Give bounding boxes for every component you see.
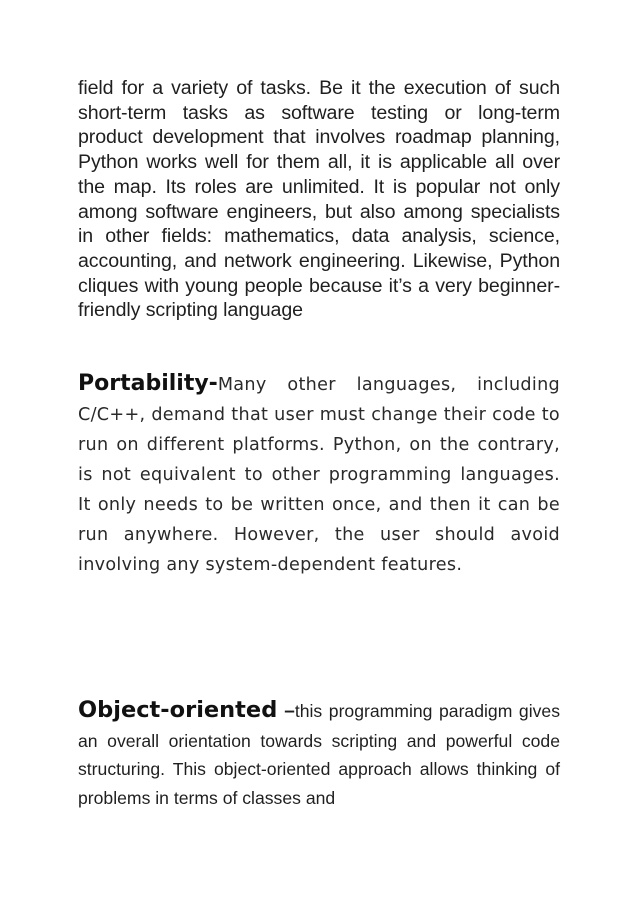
object-oriented-text: this programming paradigm gives an overall orientation towards scripting and powerful code structuring. This object-oriented approach allows thinking of problems in terms of classes and bbox=[78, 701, 560, 809]
portability-heading: Portability- bbox=[78, 371, 218, 396]
heading-dash: – bbox=[277, 701, 295, 722]
portability-paragraph bbox=[78, 369, 560, 580]
intro-paragraph: field for a variety of tasks. Be it the execution of such short-term tasks as software testing or long-term product development that involves roadmap planning, Python works well for them all, it is applicable all over the map. Its roles are unlimited. It is popular not only among software engineers, but also among specialists in other fields: mathematics, data analysis, science, accounting, and network engineering. Likewise, Python cliques with young people because it’s a very beginner-friendly scripting language bbox=[78, 77, 560, 322]
portability-text: Many other languages, including C/C++, demand that user must change their code to run on different platforms. Python, on the contrary, is not equivalent to other programming languages. It only needs to be written once, and then it can be run anywhere. However, the user should avoid involving any system-dependent features. bbox=[78, 375, 560, 575]
object-oriented-paragraph bbox=[78, 696, 560, 813]
object-oriented-heading: Object-oriented bbox=[78, 697, 278, 723]
